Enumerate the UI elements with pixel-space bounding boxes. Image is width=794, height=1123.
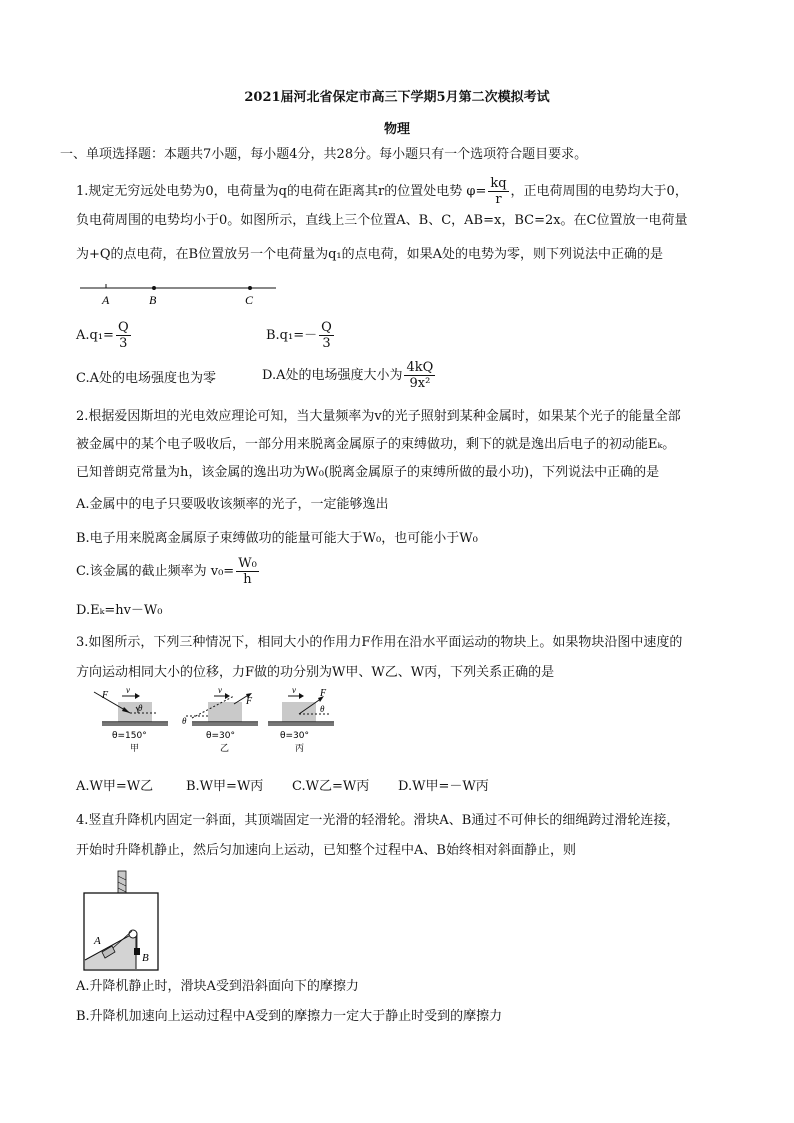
q3-bing-theta-label: θ [320, 704, 325, 714]
q1-text-b: ，正电荷周围的电势均大于0， [510, 184, 688, 199]
q2-option-d: D.Eₖ=hv－W₀ [76, 603, 163, 618]
q2-line2: 被金属中的某个电子吸收后，一部分用来脱离金属原子的束缚做功，剩下的就是逸出后电子的初动能Eₖ。 [76, 437, 676, 452]
q2-opt-c-prefix: C.该金属的截止频率为 v₀= [76, 564, 235, 579]
q1-frac-num: kq [490, 176, 507, 191]
q1-label-a: A [102, 293, 110, 307]
q2-line1: 2.根据爱因斯坦的光电效应理论可知，当大量频率为v的光子照射到某种金属时，如果某个光子的能量全部 [76, 409, 681, 424]
q3-jia-name: 甲 [130, 744, 140, 754]
q3-bing-f-label: F [320, 688, 327, 699]
q4-option-a: A.升降机静止时，滑块A受到沿斜面向下的摩擦力 [76, 979, 359, 994]
q2-opt-c-den: h [243, 572, 252, 587]
q1-opt-b-num: Q [321, 320, 332, 335]
q3-yi-velocity-arrowhead [225, 693, 230, 699]
q3-option-d: D.W甲=－W丙 [398, 779, 489, 794]
q1-option-d [262, 360, 437, 391]
q3-yi-angle-value: θ=30° [206, 731, 235, 741]
q1-label-b: B [149, 293, 157, 307]
q3-yi-v-label: v [218, 686, 222, 695]
q3-yi-theta-label: θ [182, 716, 187, 726]
q1-frac-den: r [495, 192, 502, 207]
q3-figure-jia [88, 686, 170, 768]
q3-jia-theta-label: θ [138, 703, 143, 713]
q1-opt-d-prefix: D.A处的电场强度大小为 [262, 368, 403, 383]
q3-yi-name: 乙 [220, 744, 230, 754]
q4-label-a: A [94, 935, 101, 947]
q3-line2: 方向运动相同大小的位移，力F做的功分别为W甲、W乙、W丙，下列关系正确的是 [76, 665, 555, 680]
q1-text-a: 1.规定无穷远处电势为0，电荷量为q的电荷在距离其r的位置处电势 φ= [76, 184, 487, 199]
q4-line1: 4.竖直升降机内固定一斜面，其顶端固定一光滑的轻滑轮。滑块A、B通过不可伸长的细绳跨过滑轮连接， [76, 813, 680, 828]
q1-line3: 为+Q的点电荷，在B位置放另一个电荷量为q₁的点电荷，如果A处的电势为零，则下列说法中正确的是 [76, 247, 664, 262]
q3-option-a: A.W甲=W乙 [76, 779, 154, 794]
q1-label-c: C [245, 293, 254, 307]
q2-option-c [76, 556, 261, 587]
q3-bing-angle-value: θ=30° [280, 731, 309, 741]
section-heading: 一、单项选择题：本题共7小题，每小题4分，共28分。每小题只有一个选项符合题目要求。 [60, 147, 588, 162]
q1-line-figure [76, 278, 286, 308]
q3-figure-yi [180, 686, 262, 768]
q4-label-b: B [142, 952, 149, 964]
q1-potential-fraction [488, 176, 508, 207]
q3-bing-name: 丙 [295, 744, 305, 754]
subject-title: 物理 [383, 122, 410, 137]
q1-point-c-dot [248, 286, 252, 290]
q1-opt-b-frac [319, 320, 334, 351]
q1-opt-b-den: 3 [322, 336, 331, 351]
q3-bing-velocity-arrowhead [299, 693, 304, 699]
q3-yi-f-label: F [246, 696, 253, 707]
q3-jia-angle-value: θ=150° [112, 731, 147, 741]
q2-opt-c-frac [236, 556, 259, 587]
q4-elevator-figure [82, 870, 162, 972]
q3-jia-ground-hatch [102, 723, 168, 726]
q1-opt-b-prefix: B.q₁=－ [266, 328, 318, 343]
q1-opt-a-den: 3 [119, 336, 128, 351]
q1-line2: 负电荷周围的电势均小于0。如图所示，直线上三个位置A、B、C，AB=x，BC=2x。在C位置放一电荷量 [76, 213, 688, 228]
q3-jia-block [118, 702, 152, 722]
q4-pulley [129, 930, 137, 938]
exam-title: 2021届河北省保定市高三下学期5月第二次模拟考试 [244, 90, 550, 105]
q1-opt-d-num: 4kQ [406, 360, 434, 375]
q3-yi-ground-hatch [192, 723, 258, 726]
q1-opt-a-prefix: A.q₁= [76, 328, 114, 343]
q4-option-b: B.升降机加速向上运动过程中A受到的摩擦力一定大于静止时受到的摩擦力 [76, 1009, 503, 1024]
q1-option-a [76, 320, 133, 351]
q3-line1: 3.如图所示，下列三种情况下，相同大小的作用力F作用在沿水平面运动的物块上。如果物块沿图中速度的 [76, 635, 683, 650]
q3-figure-bing [262, 686, 344, 768]
q2-line3: 已知普朗克常量为h，该金属的逸出功为W₀(脱离金属原子的束缚所做的最小功)，下列说法中正确的是 [76, 465, 660, 480]
q3-bing-v-label: v [292, 686, 296, 695]
q1-opt-a-frac [116, 320, 131, 351]
q4-block-b [134, 948, 140, 955]
q1-opt-a-num: Q [117, 320, 129, 335]
q1-line1 [76, 176, 688, 207]
q2-option-a: A.金属中的电子只要吸收该频率的光子，一定能够逸出 [76, 497, 389, 512]
q2-opt-c-num: W₀ [238, 556, 257, 571]
q3-bing-ground-hatch [268, 723, 334, 726]
q1-option-b [266, 320, 336, 351]
q1-option-c: C.A处的电场强度也为零 [76, 371, 217, 386]
q3-option-b: B.W甲=W丙 [186, 779, 264, 794]
q1-opt-d-frac [404, 360, 435, 391]
q3-jia-f-label: F [102, 690, 109, 701]
q1-point-b-dot [152, 286, 156, 290]
q3-bing-block [282, 702, 316, 722]
q4-line2: 开始时升降机静止，然后匀加速向上运动，已知整个过程中A、B始终相对斜面静止，则 [76, 843, 576, 858]
q2-option-b: B.电子用来脱离金属原子束缚做功的能量可能大于W₀，也可能小于W₀ [76, 531, 478, 546]
q3-jia-velocity-arrowhead [135, 693, 140, 699]
q3-jia-v-label: v [126, 686, 130, 695]
q3-option-c: C.W乙=W丙 [292, 779, 370, 794]
q3-yi-block [208, 702, 242, 722]
q1-opt-d-den: 9x² [409, 376, 431, 391]
